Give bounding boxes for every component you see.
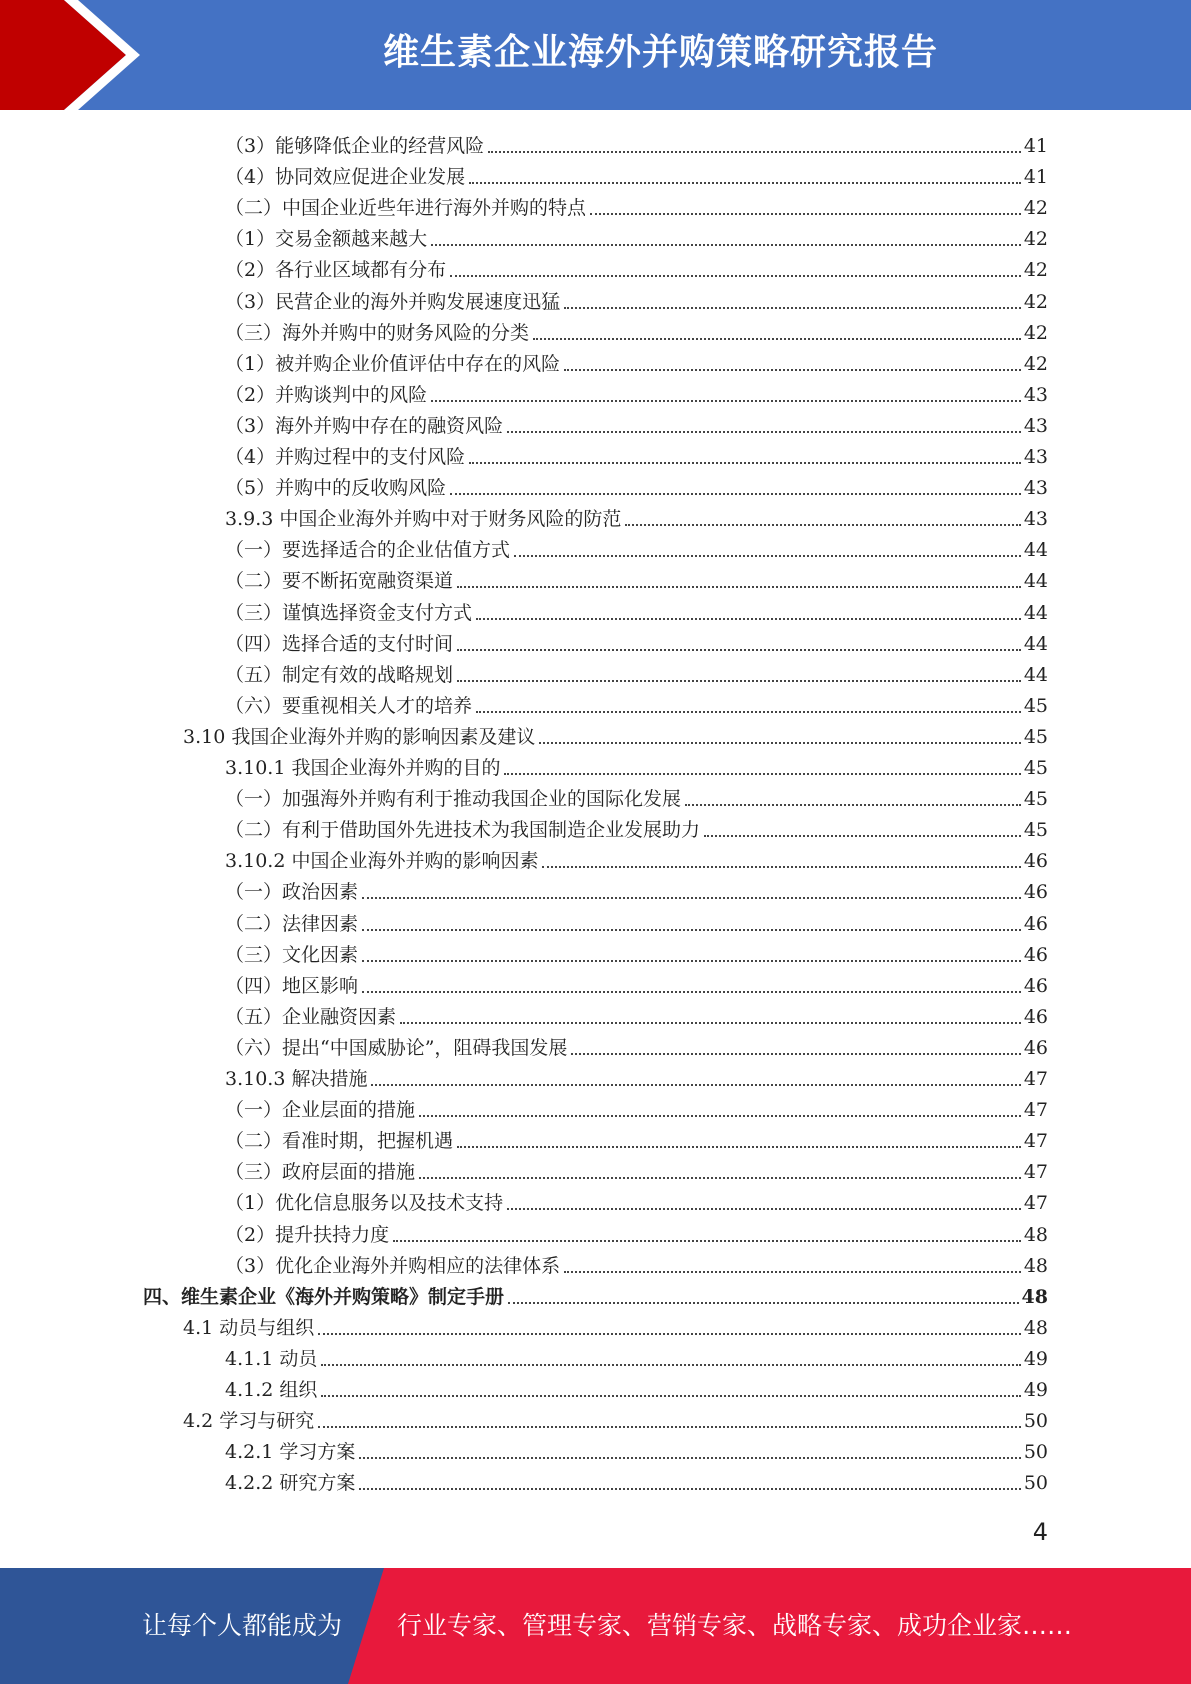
- toc-dot-leader: [431, 244, 1021, 246]
- toc-entry-title: （四）地区影响: [225, 975, 359, 997]
- toc-dot-leader: [539, 742, 1020, 744]
- toc-entry-title: （5）并购中的反收购风险: [225, 477, 447, 499]
- toc-entry-page: 42: [1023, 197, 1048, 219]
- toc-entry[interactable]: [225, 936, 1048, 967]
- toc-entry[interactable]: [225, 1247, 1048, 1278]
- toc-entry-page: 50: [1023, 1472, 1048, 1494]
- toc-dot-leader: [571, 1053, 1020, 1055]
- footer-slogan-left: 让每个人都能成为: [142, 1611, 343, 1640]
- toc-entry-title: （2）提升扶持力度: [225, 1224, 390, 1246]
- toc-entry-title: 3.10 我国企业海外并购的影响因素及建议: [183, 726, 536, 748]
- toc-entry-title: 4.1.1 动员: [225, 1348, 318, 1370]
- toc-entry-title: （六）提出“中国威胁论”，阻碍我国发展: [225, 1037, 568, 1059]
- toc-entry-title: （1）被并购企业价值评估中存在的风险: [225, 353, 561, 375]
- toc-entry-title: 4.2.2 研究方案: [225, 1472, 356, 1494]
- toc-entry[interactable]: [225, 1340, 1048, 1371]
- toc-entry-title: 3.9.3 中国企业海外并购中对于财务风险的防范: [225, 508, 622, 530]
- toc-entry-title: （4）协同效应促进企业发展: [225, 166, 466, 188]
- toc-dot-leader: [514, 555, 1021, 557]
- toc-entry-page: 45: [1023, 695, 1048, 717]
- toc-entry-title: 3.10.1 我国企业海外并购的目的: [225, 757, 501, 779]
- toc-dot-leader: [318, 1426, 1021, 1428]
- toc-entry-page: 48: [1023, 1317, 1048, 1339]
- toc-entry-page: 47: [1023, 1192, 1048, 1214]
- toc-entry-page: 45: [1023, 819, 1048, 841]
- toc-entry[interactable]: [225, 251, 1048, 282]
- toc-entry[interactable]: [225, 749, 1048, 780]
- toc-entry-page: 44: [1023, 664, 1048, 686]
- toc-entry-title: （三）政府层面的措施: [225, 1161, 416, 1183]
- toc-entry-page: 43: [1023, 384, 1048, 406]
- toc-entry[interactable]: [225, 127, 1048, 158]
- toc-dot-leader: [457, 680, 1021, 682]
- toc-entry[interactable]: [225, 873, 1048, 904]
- toc-entry-page: 46: [1023, 913, 1048, 935]
- toc-entry-title: （三）谨慎选择资金支付方式: [225, 602, 473, 624]
- toc-entry[interactable]: [183, 718, 1048, 749]
- toc-entry[interactable]: [225, 1433, 1048, 1464]
- toc-entry-page: 44: [1023, 602, 1048, 624]
- toc-dot-leader: [321, 1364, 1020, 1366]
- toc-dot-leader: [542, 866, 1020, 868]
- toc-entry-page: 42: [1023, 353, 1048, 375]
- toc-entry[interactable]: [225, 376, 1048, 407]
- toc-entry-title: 3.10.3 解决措施: [225, 1068, 368, 1090]
- toc-entry[interactable]: [225, 469, 1048, 500]
- toc-entry[interactable]: [225, 1091, 1048, 1122]
- toc-entry-page: 42: [1023, 228, 1048, 250]
- toc-entry-title: （4）并购过程中的支付风险: [225, 446, 466, 468]
- toc-dot-leader: [359, 1457, 1020, 1459]
- toc-entry-title: 4.1 动员与组织: [183, 1317, 315, 1339]
- toc-entry-title: 3.10.2 中国企业海外并购的影响因素: [225, 850, 539, 872]
- toc-entry-title: （2）各行业区域都有分布: [225, 259, 447, 281]
- toc-entry[interactable]: [225, 158, 1048, 189]
- toc-entry-page: 49: [1023, 1379, 1048, 1401]
- toc-entry-page: 47: [1023, 1130, 1048, 1152]
- toc-entry-page: 44: [1023, 570, 1048, 592]
- toc-entry-page: 43: [1023, 415, 1048, 437]
- toc-dot-leader: [359, 1488, 1020, 1490]
- toc-dot-leader: [457, 1146, 1021, 1148]
- toc-dot-leader: [508, 1302, 1019, 1304]
- toc-dot-leader: [504, 773, 1020, 775]
- toc-entry-page: 46: [1023, 944, 1048, 966]
- toc-dot-leader: [469, 182, 1021, 184]
- toc-entry-title: 4.1.2 组织: [225, 1379, 318, 1401]
- toc-dot-leader: [321, 1395, 1020, 1397]
- toc-entry-page: 42: [1023, 291, 1048, 313]
- toc-entry-page: 46: [1023, 1006, 1048, 1028]
- toc-entry-title: （二）法律因素: [225, 913, 359, 935]
- toc-dot-leader: [419, 1177, 1021, 1179]
- toc-entry-title: （一）加强海外并购有利于推动我国企业的国际化发展: [225, 788, 682, 810]
- toc-entry[interactable]: [225, 594, 1048, 625]
- toc-dot-leader: [457, 586, 1021, 588]
- toc-entry[interactable]: [183, 1309, 1048, 1340]
- toc-entry[interactable]: [225, 407, 1048, 438]
- toc-entry[interactable]: [225, 314, 1048, 345]
- toc-entry-title: （二）有利于借助国外先进技术为我国制造企业发展助力: [225, 819, 701, 841]
- toc-entry-title: 4.2 学习与研究: [183, 1410, 315, 1432]
- toc-entry-title: （3）能够降低企业的经营风险: [225, 135, 485, 157]
- toc-dot-leader: [564, 307, 1021, 309]
- toc-dot-leader: [393, 1240, 1021, 1242]
- toc-entry[interactable]: [225, 283, 1048, 314]
- toc-entry[interactable]: [143, 1278, 1048, 1309]
- toc-entry[interactable]: [225, 656, 1048, 687]
- toc-dot-leader: [507, 1208, 1021, 1210]
- toc-entry-title: （3）海外并购中存在的融资风险: [225, 415, 504, 437]
- toc-entry-page: 47: [1023, 1068, 1048, 1090]
- toc-entry-title: （1）优化信息服务以及技术支持: [225, 1192, 504, 1214]
- toc-dot-leader: [450, 493, 1021, 495]
- toc-entry[interactable]: [225, 1464, 1048, 1495]
- toc-entry-page: 45: [1023, 726, 1048, 748]
- toc-dot-leader: [476, 618, 1021, 620]
- toc-entry-page: 47: [1023, 1099, 1048, 1121]
- toc-entry[interactable]: [225, 1153, 1048, 1184]
- toc-dot-leader: [564, 1271, 1021, 1273]
- toc-dot-leader: [362, 960, 1021, 962]
- toc-entry-page: 46: [1023, 881, 1048, 903]
- toc-entry-title: （一）要选择适合的企业估值方式: [225, 539, 511, 561]
- toc-entry[interactable]: [225, 1184, 1048, 1215]
- toc-entry-page: 48: [1021, 1286, 1048, 1308]
- page-footer: [0, 1568, 1191, 1684]
- toc-dot-leader: [564, 369, 1021, 371]
- toc-entry-title: （二）要不断拓宽融资渠道: [225, 570, 454, 592]
- toc-entry-page: 46: [1023, 975, 1048, 997]
- toc-entry-page: 41: [1023, 135, 1048, 157]
- toc-entry-page: 50: [1023, 1441, 1048, 1463]
- toc-entry-page: 47: [1023, 1161, 1048, 1183]
- toc-dot-leader: [469, 462, 1021, 464]
- toc-dot-leader: [533, 338, 1021, 340]
- page-header: [0, 0, 1191, 110]
- toc-entry-title: （六）要重视相关人才的培养: [225, 695, 473, 717]
- toc-entry-title: （1）交易金额越来越大: [225, 228, 428, 250]
- toc-entry[interactable]: [225, 1122, 1048, 1153]
- toc-dot-leader: [362, 897, 1021, 899]
- toc-entry-title: （三）海外并购中的财务风险的分类: [225, 322, 530, 344]
- toc-entry-page: 50: [1023, 1410, 1048, 1432]
- toc-entry-page: 49: [1023, 1348, 1048, 1370]
- toc-entry-title: （三）文化因素: [225, 944, 359, 966]
- toc-entry-title: （一）政治因素: [225, 881, 359, 903]
- toc-dot-leader: [704, 835, 1021, 837]
- toc-entry[interactable]: [225, 1216, 1048, 1247]
- toc-entry-title: （五）制定有效的战略规划: [225, 664, 454, 686]
- toc-entry[interactable]: [183, 1402, 1048, 1433]
- toc-entry-title: 四、维生素企业《海外并购策略》制定手册: [143, 1286, 505, 1308]
- toc-entry[interactable]: [225, 438, 1048, 469]
- toc-entry-page: 43: [1023, 446, 1048, 468]
- toc-entry[interactable]: [225, 687, 1048, 718]
- toc-entry-page: 42: [1023, 259, 1048, 281]
- toc-entry[interactable]: [225, 531, 1048, 562]
- toc-entry[interactable]: [225, 345, 1048, 376]
- toc-entry-title: （四）选择合适的支付时间: [225, 633, 454, 655]
- toc-entry[interactable]: [225, 905, 1048, 936]
- toc-dot-leader: [450, 275, 1021, 277]
- toc-dot-leader: [318, 1333, 1021, 1335]
- toc-entry[interactable]: [225, 967, 1048, 998]
- toc-entry[interactable]: [225, 998, 1048, 1029]
- toc-entry[interactable]: [225, 1371, 1048, 1402]
- report-title: 维生素企业海外并购策略研究报告: [382, 32, 938, 73]
- toc-entry[interactable]: [225, 842, 1048, 873]
- toc-dot-leader: [685, 804, 1021, 806]
- toc-entry-page: 44: [1023, 633, 1048, 655]
- toc-dot-leader: [362, 991, 1021, 993]
- toc-dot-leader: [625, 524, 1020, 526]
- toc-dot-leader: [590, 213, 1021, 215]
- toc-entry[interactable]: [225, 562, 1048, 593]
- toc-dot-leader: [419, 1115, 1021, 1117]
- toc-dot-leader: [371, 1084, 1020, 1086]
- toc-dot-leader: [476, 711, 1021, 713]
- toc-entry-page: 43: [1023, 477, 1048, 499]
- toc-entry-title: （一）企业层面的措施: [225, 1099, 416, 1121]
- toc-entry-page: 45: [1023, 788, 1048, 810]
- toc-entry-title: （2）并购谈判中的风险: [225, 384, 428, 406]
- header-arrow-tab: [0, 0, 140, 110]
- toc-entry[interactable]: [225, 811, 1048, 842]
- toc-entry-page: 42: [1023, 322, 1048, 344]
- toc-entry-page: 46: [1023, 850, 1048, 872]
- toc-dot-leader: [400, 1022, 1021, 1024]
- toc-entry[interactable]: [225, 780, 1048, 811]
- toc-entry[interactable]: [225, 220, 1048, 251]
- toc-entry-title: （二）中国企业近些年进行海外并购的特点: [225, 197, 587, 219]
- toc-entry-page: 46: [1023, 1037, 1048, 1059]
- toc-entry-title: （二）看准时期，把握机遇: [225, 1130, 454, 1152]
- toc-entry-title: （3）优化企业海外并购相应的法律体系: [225, 1255, 561, 1277]
- toc-entry-page: 48: [1023, 1255, 1048, 1277]
- toc-dot-leader: [507, 431, 1021, 433]
- toc-entry-title: （五）企业融资因素: [225, 1006, 397, 1028]
- toc-entry[interactable]: [225, 189, 1048, 220]
- toc-entry-page: 43: [1023, 508, 1048, 530]
- toc-entry-page: 48: [1023, 1224, 1048, 1246]
- toc-entry-page: 45: [1023, 757, 1048, 779]
- toc-entry-page: 41: [1023, 166, 1048, 188]
- toc-entry[interactable]: [225, 500, 1048, 531]
- toc-dot-leader: [431, 400, 1021, 402]
- toc-entry[interactable]: [225, 625, 1048, 656]
- toc-dot-leader: [362, 929, 1021, 931]
- toc-entry-page: 44: [1023, 539, 1048, 561]
- toc-entry-title: 4.2.1 学习方案: [225, 1441, 356, 1463]
- toc-entry[interactable]: [225, 1029, 1048, 1060]
- toc-entry[interactable]: [225, 1060, 1048, 1091]
- toc-entry-title: （3）民营企业的海外并购发展速度迅猛: [225, 291, 561, 313]
- page-number: 4: [1032, 1518, 1048, 1546]
- toc-dot-leader: [457, 649, 1021, 651]
- toc-dot-leader: [488, 151, 1021, 153]
- footer-slogan-right: 行业专家、管理专家、营销专家、战略专家、成功企业家……: [397, 1611, 1073, 1640]
